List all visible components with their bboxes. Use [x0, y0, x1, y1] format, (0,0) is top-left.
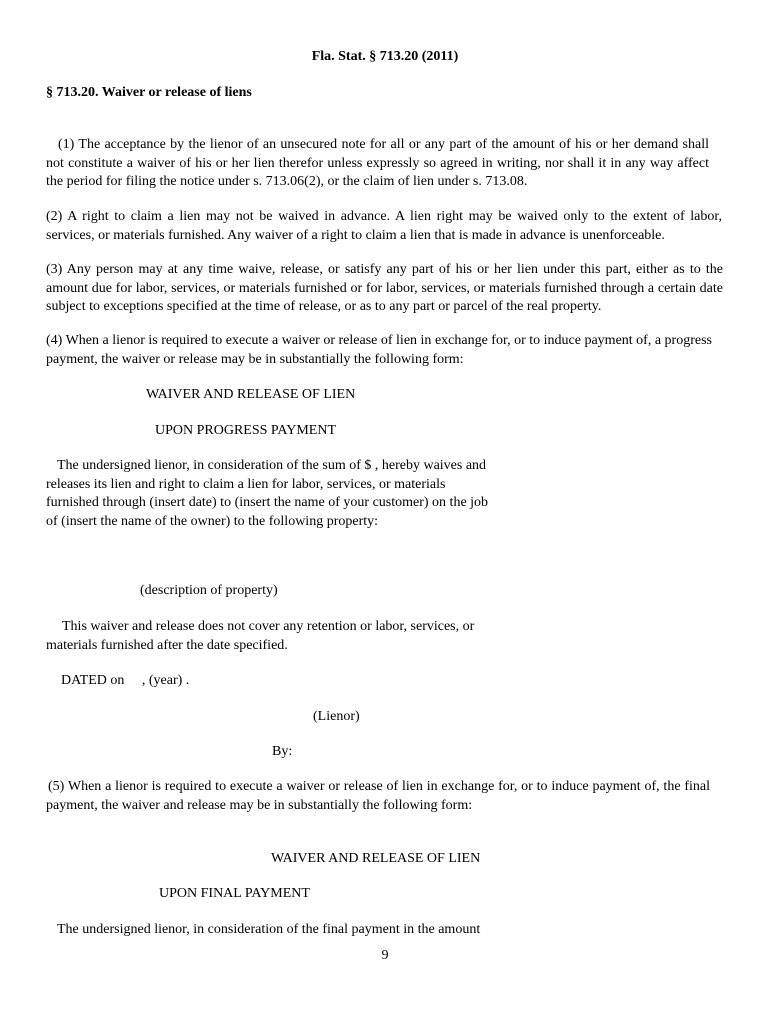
- progress-form-body: The undersigned lienor, in consideration of the sum of $ , hereby waives and releases its lien and right to claim a lien for labor, services, or materials furnished through (insert date) to (insert the name of your customer) on the job of (insert the name of the owner) to the following property:: [46, 458, 489, 529]
- by-label: By:: [272, 744, 293, 759]
- final-form-body: The undersigned lienor, in consideration of the final payment in the amount: [57, 922, 481, 937]
- page-number: 9: [381, 948, 389, 963]
- paragraph-2: (2) A right to claim a lien may not be waived in advance. A lien right may be waived only to the extent of labor, services, or materials furnished. Any waiver of a right to claim a lien that is made in advance is unenforceable.: [46, 209, 722, 243]
- retention-note: This waiver and release does not cover any retention or labor, services, or materials furnished after the date specified.: [46, 619, 475, 653]
- lienor-label: (Lienor): [313, 709, 360, 724]
- final-form-subtitle: UPON FINAL PAYMENT: [159, 886, 310, 901]
- page-header: Fla. Stat. § 713.20 (2011): [311, 49, 459, 64]
- final-form-title: WAIVER AND RELEASE OF LIEN: [271, 851, 481, 866]
- paragraph-3: (3) Any person may at any time waive, release, or satisfy any part of his or her lien under this part, either as to the amount due for labor, services, or materials furnished or for labor, services, or materials furnished through a certain date subject to exceptions specified at the time of release, or as to any part or parcel of the real property.: [46, 262, 723, 314]
- paragraph-4: (4) When a lienor is required to execute a waiver or release of lien in exchange for, or to induce payment of, a progress payment, the waiver or release may be in substantially the following form:: [46, 333, 712, 367]
- paragraph-5: (5) When a lienor is required to execute a waiver or release of lien in exchange for, or to induce payment of, the final payment, the waiver and release may be in substantially the following form:: [46, 779, 710, 813]
- paragraph-1: (1) The acceptance by the lienor of an unsecured note for all or any part of the amount of his or her demand shall not constitute a waiver of his or her lien therefor unless expressly so agreed in writing, nor shall it in any way affect the period for filing the notice under s. 713.06(2), or the claim of lien under s. 713.08.: [46, 137, 709, 189]
- dated-line: DATED on , (year) .: [61, 673, 190, 688]
- progress-form-title: WAIVER AND RELEASE OF LIEN: [146, 387, 356, 402]
- section-title: § 713.20. Waiver or release of liens: [46, 85, 252, 100]
- property-description: (description of property): [140, 583, 278, 598]
- progress-form-subtitle: UPON PROGRESS PAYMENT: [155, 423, 337, 438]
